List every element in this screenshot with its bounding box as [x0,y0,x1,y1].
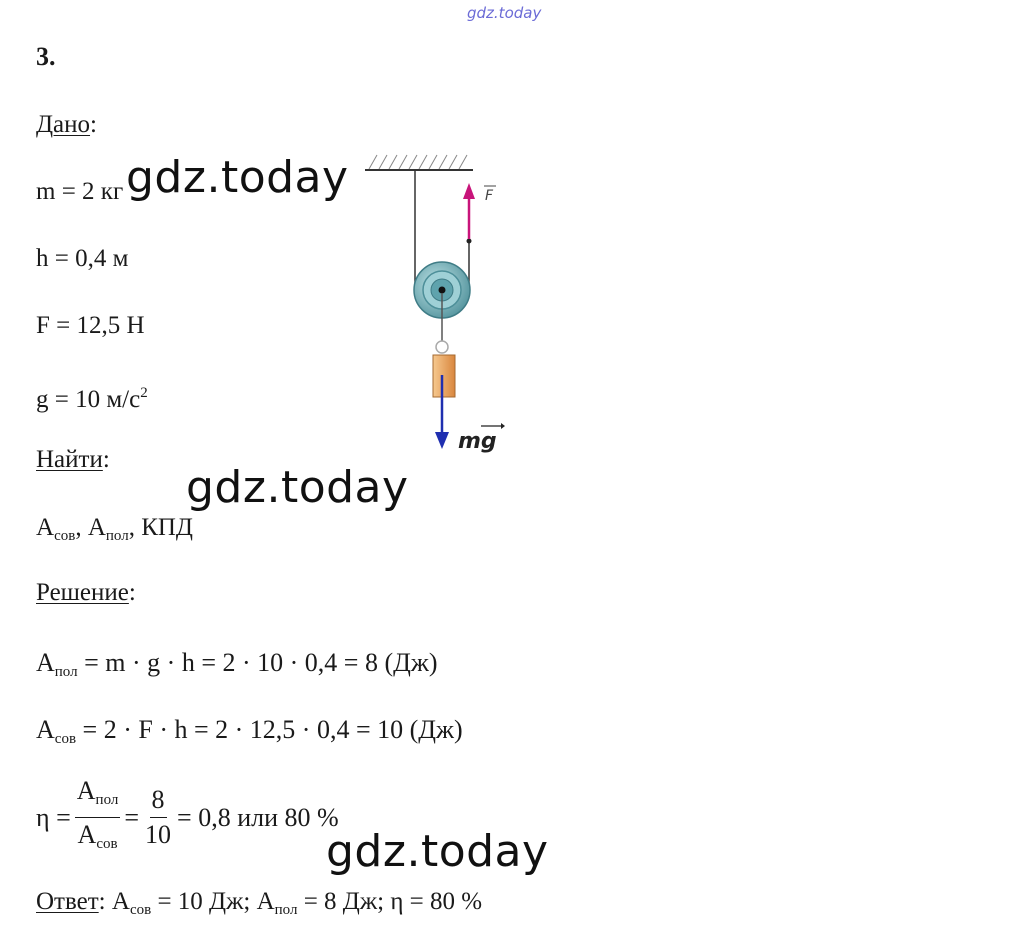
answer-colon: : [98,888,112,915]
fraction-numerator [75,776,121,818]
pulley-diagram [355,145,520,460]
weight-label: mg [458,429,497,454]
fraction-denominator [76,818,120,859]
frac1-num-sub: пол [95,792,119,808]
watermark: gdz.today [126,152,349,203]
answer-part2: = 8 Дж; η = 80 % [297,888,483,915]
find-heading [36,445,110,475]
answer-a1: А [111,888,130,915]
given-mass: m = 2 кг [36,178,124,205]
equation-efficiency [36,776,339,859]
eq2-a: A [36,715,55,744]
watermark-top: gdz.today [467,4,542,22]
solution-heading [36,578,136,608]
frac2-numerator: 8 [150,785,167,818]
equation-useful-work [36,646,437,689]
force-arrow [463,183,475,239]
answer-a2-sub: пол [274,902,298,918]
answer-a2: А [256,888,275,915]
task-number: 3. [36,42,56,71]
given-heading-label: Дано [36,111,91,138]
given-gravity-exponent: 2 [140,385,148,401]
solution-heading-colon: : [128,579,136,606]
given-force: F = 12,5 Н [36,312,145,339]
answer-heading: Ответ [36,888,99,915]
find-a2: А [87,514,106,541]
given-heading-colon: : [90,111,97,138]
eq1-a: A [36,648,55,677]
find-values [36,513,193,551]
frac1-den-sub: сов [96,836,118,852]
given-heading [36,110,97,140]
given-gravity-value: g = 10 м/с [36,386,141,413]
find-heading-label: Найти [36,446,103,473]
eq1-sub: пол [54,664,78,680]
given-gravity [36,378,148,415]
equation-total-work [36,713,463,756]
watermark: gdz.today [326,826,549,877]
answer-a1-sub: сов [129,902,152,918]
fraction-numeric [143,785,173,850]
eta-symbol: η = [36,802,71,832]
rope-end-dot [467,239,472,244]
given-height: h = 0,4 м [36,245,129,272]
frac1-den-a: A [77,820,97,849]
load-weight [433,355,455,397]
watermark: gdz.today [186,462,409,513]
find-a2-sub: пол [105,528,129,544]
find-heading-colon: : [102,446,110,473]
eta-result: = 0,8 или 80 % [177,802,339,832]
equals-sign: = [124,802,140,832]
fraction-work-ratio [75,776,121,859]
find-a1-sub: сов [54,528,76,544]
find-sep2: , КПД [128,514,193,541]
answer-line [36,887,482,925]
frac1-num-a: A [76,776,96,805]
force-label: F [485,188,494,204]
eq2-sub: сов [54,731,77,747]
frac2-denominator: 10 [145,820,172,849]
load-hook [436,341,448,353]
eq2-rest: = 2 · F · h = 2 · 12,5 · 0,4 = 10 (Дж) [76,715,463,744]
answer-part1: = 10 Дж; [151,888,257,915]
find-a1: А [36,514,55,541]
solution-heading-label: Решение [36,579,129,606]
eq1-rest: = m · g · h = 2 · 10 · 0,4 = 8 (Дж) [77,648,438,677]
ceiling-hatch [365,155,473,170]
find-sep1: , [75,514,88,541]
